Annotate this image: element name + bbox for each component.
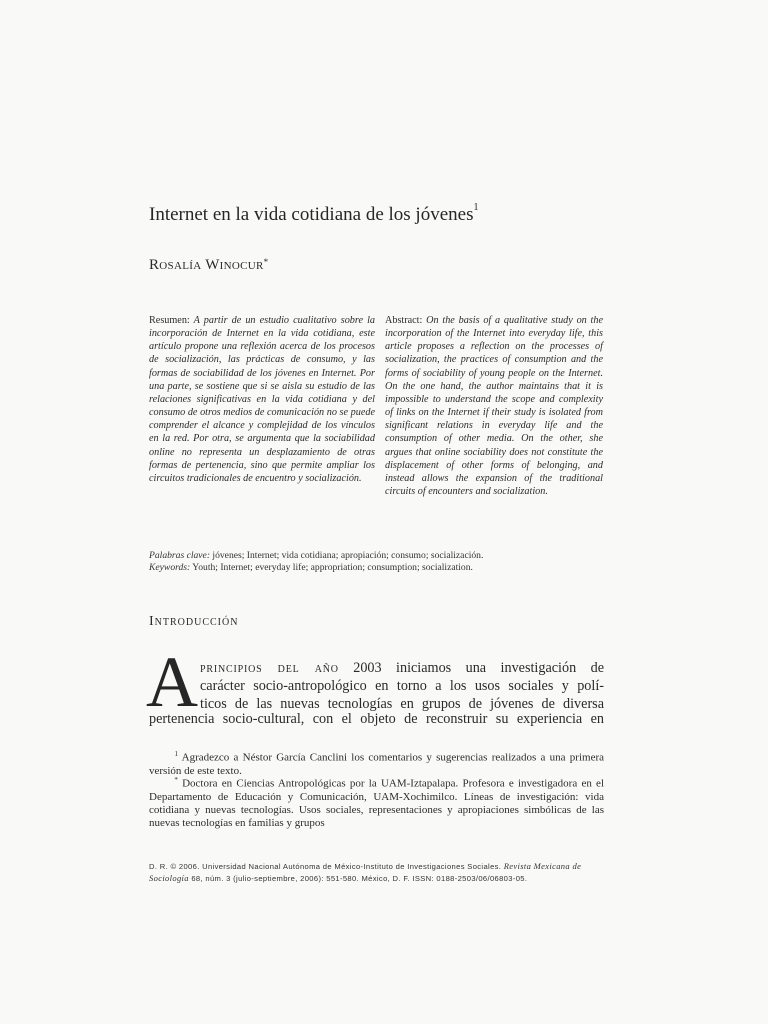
body-line-1-rest: 2003 iniciamos una investigación de xyxy=(338,660,604,676)
abstract-english xyxy=(385,314,603,498)
drop-cap: A xyxy=(146,642,198,722)
body-line-2: carácter socio-antropológico en torno a los usos sociales y polí- xyxy=(200,678,604,694)
copyright-text: D. R. © 2006. Universidad Nacional Autónoma de México-Instituto de Investigaciones Sociales. xyxy=(149,862,504,871)
article-title-text: Internet en la vida cotidiana de los jóvenes xyxy=(149,204,474,225)
body-line-3: ticos de las nuevas tecnologías en grupos de jóvenes de diversa xyxy=(200,696,604,712)
keywords-spanish-label: Palabras clave: xyxy=(149,550,211,561)
author-footnote-marker: * xyxy=(263,257,269,267)
copyright-notice xyxy=(149,861,609,884)
abstract-spanish xyxy=(149,314,375,485)
article-title xyxy=(149,204,478,226)
body-line-1 xyxy=(200,660,604,677)
journal-name: Revista Mexicana de Sociología xyxy=(149,861,582,883)
citation-text: 68, núm. 3 (julio-septiembre, 2006): 551-580. México, D. F. ISSN: 0188-2503/06/06803-05. xyxy=(188,873,528,883)
footnote-1-marker: 1 xyxy=(174,750,178,758)
footnote-2-marker: * xyxy=(174,776,178,784)
abstract-spanish-text: A partir de un estudio cualitativo sobre la incorporación de Internet en la vida cotidiana, este artículo propone una reflexión acerca de los procesos de socialización, las prácticas de consumo, y las formas de sociabilidad de los jóvenes en Internet. Por una parte, se sostiene que si se aisla su estudio de las relaciones significativas en la vida cotidiana y del consumo de otros medios de comunicación no se puede comprender el alcance y complejidad de los vínculos en la red. Por otra, se argumenta que la sociabilidad online no representa un desplazamiento de otras formas de pertenencia, sino que permite ampliar los circuitos tradicionales de encuentro y socialización. xyxy=(149,315,375,484)
footnote-2 xyxy=(149,774,604,830)
body-line-4: pertenencia socio-cultural, con el objeto de reconstruir su experiencia en xyxy=(149,711,604,727)
article-author xyxy=(149,257,268,274)
body-lead-in: principios del año xyxy=(200,660,339,676)
keywords-english-label: Keywords: xyxy=(149,562,191,573)
keywords-spanish xyxy=(149,550,483,561)
abstract-spanish-label: Resumen: xyxy=(149,315,190,326)
keywords-spanish-text: jóvenes; Internet; vida cotidiana; apropiación; consumo; socialización. xyxy=(212,550,484,561)
keywords-english xyxy=(149,562,473,573)
author-name: Rosalía Winocur xyxy=(149,257,264,273)
abstract-english-text: On the basis of a qualitative study on the incorporation of the Internet into everyday life, this article proposes a reflection on the processes of socialization, the practices of consumption and the forms of sociability of young people on the Internet. On the one hand, the author maintains that it is impossible to understand the scope and complexity of links on the Internet if their study is isolated from significant relations in everyday life and the consumption of other media. On the other, she argues that online sociability does not constitute the displacement of other forms of belonging, and instead allows the expansion of the traditional circuits of encounters and socialization. xyxy=(385,315,604,498)
abstract-english-label: Abstract: xyxy=(385,315,423,326)
footnote-1-text: Agradezco a Néstor García Canclini los comentarios y sugerencias realizados a una primera versión de este texto. xyxy=(149,751,605,777)
title-footnote-marker: 1 xyxy=(473,202,479,213)
section-heading: Introducción xyxy=(149,614,239,629)
keywords-english-text: Youth; Internet; everyday life; appropriation; consumption; socialization. xyxy=(192,562,473,573)
footnote-2-text: Doctora en Ciencias Antropológicas por la UAM-Iztapalapa. Profesora e investigadora en el Departamento de Educación y Comunicación, UAM-Xochimilco. Líneas de investigación: vida cotidiana y nuevas tecnologías. Usos sociales, representaciones y apropiaciones simbólicas de las nuevas tecnologías en familias y grupos xyxy=(149,777,605,830)
